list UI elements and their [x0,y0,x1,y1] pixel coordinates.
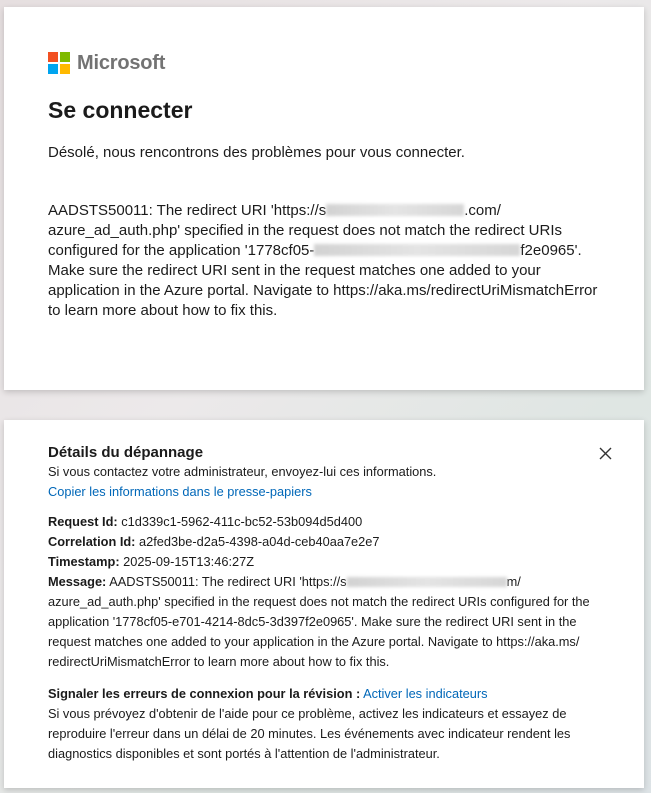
timestamp-row [48,552,600,572]
close-icon [599,447,612,460]
error-message-part: .com/ azure_ad_auth.php' specified in the request does not match the redirect URIs configured for the application '1778cf05- [48,202,563,259]
error-subtitle: Désolé, nous rencontrons des problèmes pour vous connecter. [48,144,465,161]
redacted-text [314,244,520,256]
timestamp-value: 2025-09-15T13:46:27Z [123,554,255,569]
request-id-row [48,512,600,532]
close-button[interactable] [596,444,614,462]
error-message [48,201,600,321]
report-section [48,684,600,764]
report-description: Si vous prévoyez d'obtenir de l'aide pour ce problème, activez les indicateurs et essayez de reproduire l'erreur dans un délai de 20 minutes. Les événements avec indicateur rendent les diagnostics disponibles et sont portés à l'attention de l'administrateur. [48,706,571,761]
correlation-id-row [48,532,600,552]
troubleshooting-panel [4,420,644,788]
message-row [48,572,600,672]
logo-text: Microsoft [77,51,166,74]
microsoft-logo [48,51,600,75]
signin-card [4,7,644,390]
troubleshooting-intro: Si vous contactez votre administrateur, envoyez-lui ces informations. [48,464,437,479]
microsoft-logo-icon [48,52,70,74]
correlation-id-label: Correlation Id: [48,534,136,549]
enable-flags-link[interactable]: Activer les indicateurs [363,686,488,701]
copy-to-clipboard-link[interactable]: Copier les informations dans le presse-papiers [48,484,312,499]
troubleshooting-title: Détails du dépannage [48,444,204,461]
message-value-part: AADSTS50011: The redirect URI 'https://s [109,574,347,589]
message-label: Message: [48,574,107,589]
error-message-part: AADSTS50011: The redirect URI 'https://s [48,202,327,219]
timestamp-label: Timestamp: [48,554,120,569]
request-id-label: Request Id: [48,514,118,529]
redacted-text [347,577,507,587]
request-id-value: c1d339c1-5962-411c-bc52-53b094d5d400 [121,514,363,529]
error-message-part: f2e0965'. Make sure the redirect URI sent in the request matches one added to your application in the Azure portal. Navigate to https://aka.ms/redirectUriMismatchError to learn more about how to fix this. [48,242,598,319]
correlation-id-value: a2fed3be-d2a5-4398-a04d-ceb40aa7e2e7 [139,534,380,549]
message-value-part: m/ azure_ad_auth.php' specified in the request does not match the redirect URIs configured for the application '1778cf05-e701-4214-8dc5-3d397f2e0965'. Make sure the redirect URI sent in the request matches one added to your application in the Azure portal. Navigate to https://aka.ms/ redirectUriMismatchError to learn more about how to fix this. [48,574,590,669]
page-title: Se connecter [48,97,193,123]
details-list [48,512,600,672]
redacted-text [326,204,464,216]
report-label: Signaler les erreurs de connexion pour la révision : [48,686,361,701]
